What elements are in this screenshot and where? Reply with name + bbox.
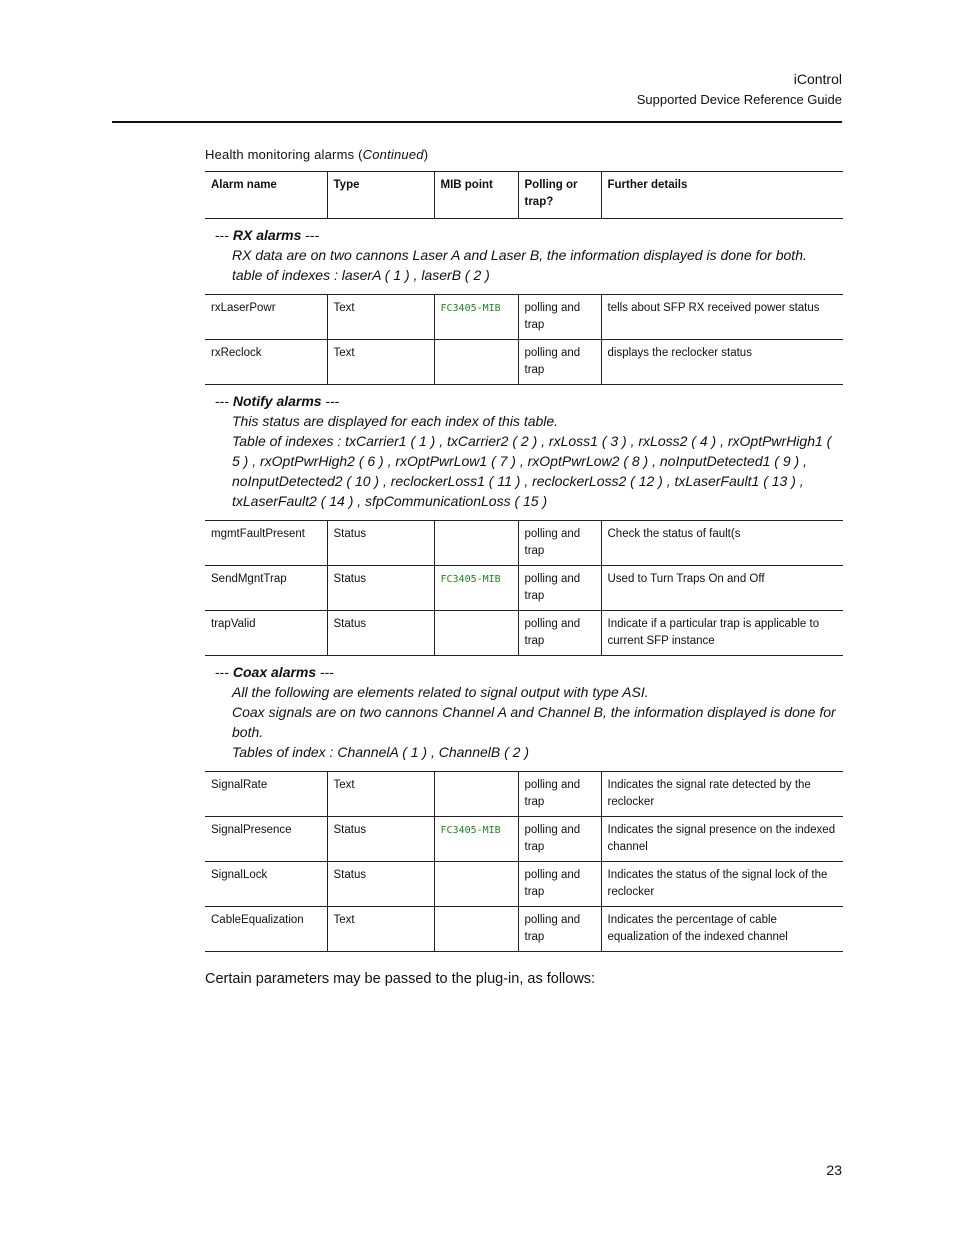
- mib-point-cell: [434, 566, 518, 611]
- type-cell: Text: [327, 772, 434, 817]
- polling-cell: polling and trap: [518, 907, 601, 952]
- table-row: [205, 521, 843, 566]
- mib-point-cell: [434, 772, 518, 817]
- table-caption: [205, 147, 428, 162]
- alarm-name-cell: SignalRate: [205, 772, 327, 817]
- alarm-name-cell: SignalPresence: [205, 817, 327, 862]
- section-dashes-post: ---: [316, 664, 335, 680]
- table-header-row: [205, 172, 843, 219]
- section-title: [215, 225, 837, 245]
- type-cell: Status: [327, 566, 434, 611]
- section-title: [215, 662, 837, 682]
- section-description: This status are displayed for each index of this table.: [232, 413, 559, 429]
- section-cell: [205, 219, 843, 295]
- alarm-name-cell: mgmtFaultPresent: [205, 521, 327, 566]
- section-title-text: Notify alarms: [232, 393, 322, 409]
- table-row: [205, 862, 843, 907]
- col-type: Type: [327, 172, 434, 219]
- section-description: Tables of index : ChannelA ( 1 ) , ChannelB ( 2 ): [232, 744, 530, 760]
- table-row: [205, 566, 843, 611]
- col-further-details: Further details: [601, 172, 843, 219]
- type-cell: Text: [327, 340, 434, 385]
- mib-point-link[interactable]: FC3405-MIB: [440, 574, 501, 585]
- type-cell: Status: [327, 862, 434, 907]
- table-row: [205, 772, 843, 817]
- section-title-text: Coax alarms: [232, 664, 317, 680]
- caption-text: Health monitoring alarms (: [205, 147, 363, 162]
- alarm-name-cell: CableEqualization: [205, 907, 327, 952]
- type-cell: Status: [327, 521, 434, 566]
- mib-point-link[interactable]: FC3405-MIB: [440, 825, 501, 836]
- section-title-text: RX alarms: [232, 227, 302, 243]
- mib-point-cell: [434, 340, 518, 385]
- header-rule: [112, 121, 842, 123]
- details-cell: displays the reclocker status: [601, 340, 843, 385]
- section-cell: [205, 385, 843, 521]
- section-row: [205, 219, 843, 295]
- type-cell: Status: [327, 817, 434, 862]
- type-cell: Text: [327, 907, 434, 952]
- section-row: [205, 656, 843, 772]
- section-description: RX data are on two cannons Laser A and Laser B, the information displayed is done for both.: [232, 247, 807, 263]
- details-cell: Indicates the status of the signal lock of the reclocker: [601, 862, 843, 907]
- section-description: Table of indexes : txCarrier1 ( 1 ) , txCarrier2 ( 2 ) , rxLoss1 ( 3 ) , rxLoss2 ( 4 ) , rxOptPwrHigh1 ( 5 ) , rxOptPwrHigh2 ( 6 ) , rxOptPwrLow1 ( 7 ) , rxOptPwrLow2 ( 8 ) , noInputDetected1 ( 9 ) , noInputDetected2 ( 10 ) , reclockerLoss1 ( 11 ) , reclockerLoss2 ( 12 ) , txLaserFault1 ( 13 ) , txLaserFault2 ( 14 ) , sfpCommunicationLoss ( 15 ): [232, 433, 832, 509]
- polling-cell: polling and trap: [518, 521, 601, 566]
- section-title: [215, 391, 837, 411]
- mib-point-cell: [434, 862, 518, 907]
- col-mib-point: MIB point: [434, 172, 518, 219]
- section-dashes-pre: ---: [215, 227, 233, 243]
- section-row: [205, 385, 843, 521]
- mib-point-cell: [434, 521, 518, 566]
- section-dashes-post: ---: [321, 393, 340, 409]
- mib-point-cell: [434, 295, 518, 340]
- details-cell: Indicates the signal rate detected by the reclocker: [601, 772, 843, 817]
- section-dashes-pre: ---: [215, 664, 233, 680]
- mib-point-link[interactable]: FC3405-MIB: [440, 303, 501, 314]
- type-cell: Status: [327, 611, 434, 656]
- details-cell: Indicates the percentage of cable equalization of the indexed channel: [601, 907, 843, 952]
- col-polling: Polling or trap?: [518, 172, 601, 219]
- page-number: 23: [826, 1162, 842, 1178]
- polling-cell: polling and trap: [518, 611, 601, 656]
- section-description: All the following are elements related to signal output with type ASI.: [232, 684, 649, 700]
- table-row: [205, 611, 843, 656]
- section-description: Coax signals are on two cannons Channel A and Channel B, the information displayed is done for both.: [232, 704, 836, 740]
- section-dashes-post: ---: [301, 227, 320, 243]
- section-dashes-pre: ---: [215, 393, 233, 409]
- header-subtitle: Supported Device Reference Guide: [636, 92, 842, 107]
- mib-point-cell: [434, 611, 518, 656]
- table-body: [205, 219, 843, 952]
- body-text: Certain parameters may be passed to the plug-in, as follows:: [205, 971, 596, 987]
- caption-close: ): [423, 147, 429, 162]
- table-row: [205, 817, 843, 862]
- details-cell: Indicates the signal presence on the indexed channel: [601, 817, 843, 862]
- mib-point-cell: [434, 817, 518, 862]
- polling-cell: polling and trap: [518, 566, 601, 611]
- section-description: table of indexes : laserA ( 1 ) , laserB ( 2 ): [232, 267, 490, 283]
- caption-continued: Continued: [362, 147, 424, 162]
- polling-cell: polling and trap: [518, 295, 601, 340]
- polling-cell: polling and trap: [518, 817, 601, 862]
- details-cell: Check the status of fault(s: [601, 521, 843, 566]
- alarm-name-cell: rxLaserPowr: [205, 295, 327, 340]
- mib-point-cell: [434, 907, 518, 952]
- alarms-table: [205, 171, 843, 952]
- alarm-name-cell: SendMgntTrap: [205, 566, 327, 611]
- details-cell: Indicate if a particular trap is applicable to current SFP instance: [601, 611, 843, 656]
- polling-cell: polling and trap: [518, 772, 601, 817]
- details-cell: Used to Turn Traps On and Off: [601, 566, 843, 611]
- alarm-name-cell: trapValid: [205, 611, 327, 656]
- alarm-name-cell: SignalLock: [205, 862, 327, 907]
- col-alarm-name: Alarm name: [205, 172, 327, 219]
- polling-cell: polling and trap: [518, 340, 601, 385]
- alarm-name-cell: rxReclock: [205, 340, 327, 385]
- polling-cell: polling and trap: [518, 862, 601, 907]
- type-cell: Text: [327, 295, 434, 340]
- table-row: [205, 340, 843, 385]
- table-row: [205, 295, 843, 340]
- section-cell: [205, 656, 843, 772]
- table-row: [205, 907, 843, 952]
- details-cell: tells about SFP RX received power status: [601, 295, 843, 340]
- header-title: iControl: [793, 71, 842, 87]
